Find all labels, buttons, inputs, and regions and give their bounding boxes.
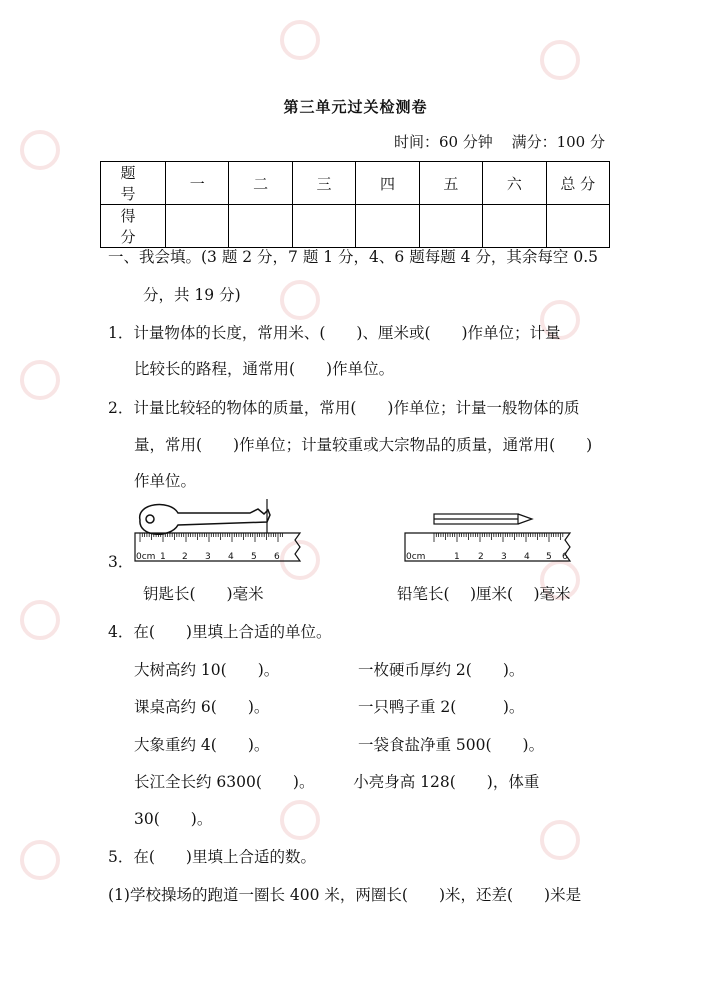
table-cell: 得 分: [101, 205, 166, 248]
question-4-item: 一袋食盐净重 500( )。: [358, 736, 545, 754]
question-5: 5．在( )里填上合适的数。: [108, 848, 316, 866]
question-1-cont: 比较长的路程，通常用( )作单位。: [134, 360, 395, 378]
question-4-item: 一枚硬币厚约 2( )。: [358, 661, 525, 679]
ruler-label: 1: [160, 552, 166, 562]
score-entry[interactable]: [419, 205, 482, 248]
question-4-item: 一只鸭子重 2( )。: [358, 698, 525, 716]
key-ruler-figure: [130, 495, 310, 570]
question-4-item: 长江全长约 6300( )。 小亮身高 128( )，体重: [134, 773, 540, 791]
ruler-label: 3: [205, 552, 211, 562]
score-entry[interactable]: [546, 205, 609, 248]
ruler-label: 5: [251, 552, 257, 562]
ruler-label: 5: [546, 552, 552, 562]
ruler-label: 0cm: [406, 552, 426, 562]
ruler-label: 1: [454, 552, 460, 562]
table-cell: 六: [483, 162, 546, 205]
table-cell: 三: [292, 162, 355, 205]
section1-heading: 一、我会填。(3 题 2 分，7 题 1 分，4、6 题每题 4 分，其余每空 0.5: [108, 248, 599, 266]
question-5-part-1: (1)学校操场的跑道一圈长 400 米，两圈长( )米，还差( )米是: [108, 886, 582, 904]
ruler-label: 3: [501, 552, 507, 562]
table-cell: 二: [229, 162, 292, 205]
page-title: 第三单元过关检测卷: [283, 98, 428, 116]
question-2-cont: 量，常用( )作单位；计量较重或大宗物品的质量，通常用( ): [134, 436, 593, 454]
score-entry[interactable]: [292, 205, 355, 248]
time-info: [380, 131, 605, 152]
key-caption: 钥匙长( )毫米: [143, 585, 264, 603]
score-table-score-row: [101, 205, 610, 248]
question-2: 2．计量比较轻的物体的质量，常用( )作单位；计量一般物体的质: [108, 399, 580, 417]
pencil-caption: 铅笔长( )厘米( )毫米: [397, 585, 571, 603]
ruler-label: 2: [478, 552, 484, 562]
table-cell: 一: [166, 162, 229, 205]
score-entry[interactable]: [229, 205, 292, 248]
score-table: [100, 161, 610, 248]
ruler-label: 2: [182, 552, 188, 562]
ruler-label: 6: [274, 552, 280, 562]
ruler-label: 4: [228, 552, 234, 562]
question-4: 4．在( )里填上合适的单位。: [108, 623, 332, 641]
ruler-label: 0cm: [136, 552, 156, 562]
pencil-ruler-figure: [400, 505, 580, 570]
ruler-label: 6: [562, 552, 568, 562]
section1-heading-cont: 分，共 19 分): [143, 286, 241, 304]
question-4-item: 30( )。: [134, 810, 213, 828]
question-2-cont2: 作单位。: [134, 472, 197, 490]
ruler-label: 4: [524, 552, 530, 562]
table-cell: 五: [419, 162, 482, 205]
key-icon: [140, 505, 270, 535]
table-cell: 总 分: [546, 162, 609, 205]
question-1: 1．计量物体的长度，常用米、( )、厘米或( )作单位；计量: [108, 324, 561, 342]
score-entry[interactable]: [483, 205, 546, 248]
question-3-number: 3．: [108, 553, 134, 571]
score-table-header-row: [101, 162, 610, 205]
table-cell: 四: [356, 162, 419, 205]
pencil-icon: [434, 514, 532, 524]
score-entry[interactable]: [166, 205, 229, 248]
table-cell: 题 号: [101, 162, 166, 205]
full-score: 满分：100 分: [511, 133, 605, 151]
score-entry[interactable]: [356, 205, 419, 248]
question-4-item: 课桌高约 6( )。: [134, 698, 270, 716]
question-4-item: 大象重约 4( )。: [134, 736, 270, 754]
question-4-item: 大树高约 10( )。: [134, 661, 280, 679]
time-limit: 时间：60 分钟: [393, 133, 493, 151]
